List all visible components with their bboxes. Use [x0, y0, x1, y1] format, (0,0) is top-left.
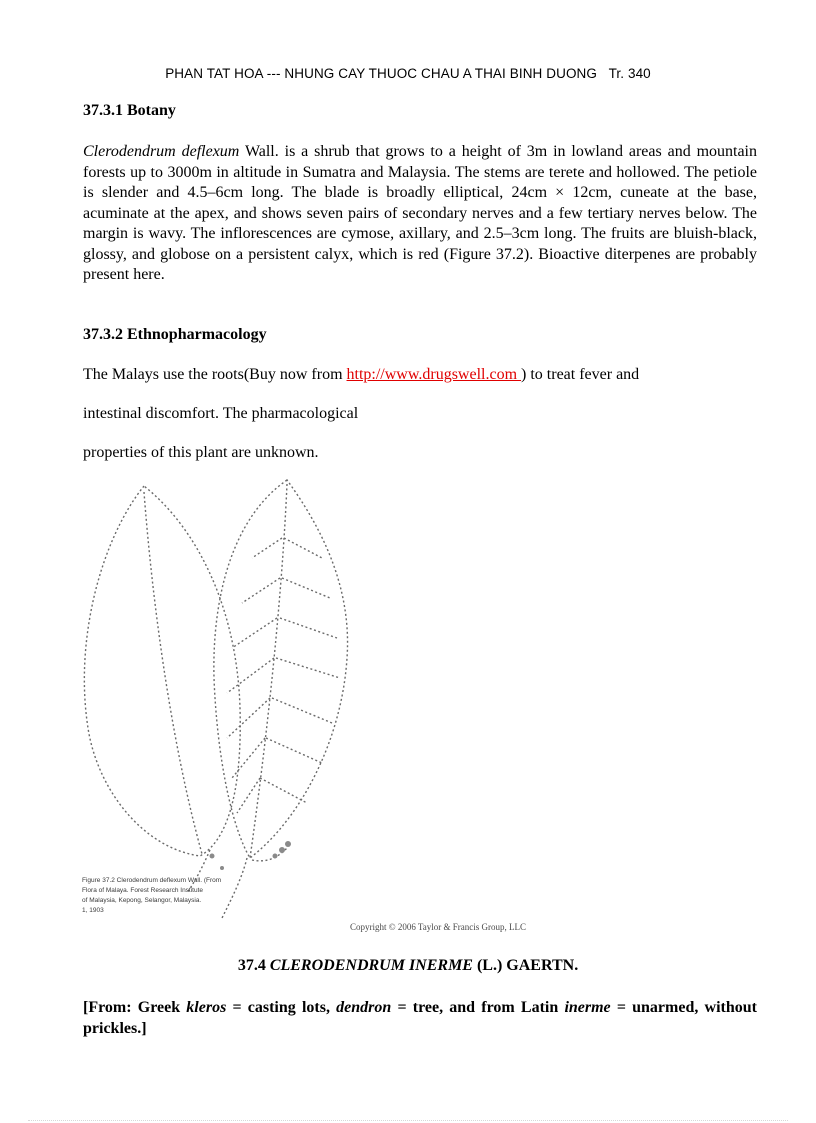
page-reference: Tr. 340	[608, 66, 651, 81]
leaf-illustration	[82, 478, 602, 940]
botany-text: Wall. is a shrub that grows to a height of 3m in lowland areas and mountain forests up to 3000m in altitude in Sumatra and Malaysia. The stems are terete and hollowed. The petiole is slender and 4.5–6cm long. The blade is broadly elliptical, 24cm × 12cm, cuneate at the base, acuminate at the apex, and shows seven pairs of secondary nerves and a few tertiary nerves below. The margin is wavy. The inflorescences are cymose, axillary, and 2.5–3cm long. The fruits are bluish-black, glossy, and globose on a persistent calyx, which is red (Figure 37.2). Bioactive diterpenes are probably present here.	[83, 143, 758, 283]
etymology-paragraph	[83, 997, 757, 1039]
etym-text: = tree, and from Latin	[391, 999, 565, 1016]
species-name-inerme: CLERODENDRUM INERME	[269, 957, 473, 974]
right-leaf-outline	[214, 480, 348, 858]
botany-heading: 37.3.1 Botany	[83, 102, 176, 119]
left-leaf-midrib	[144, 492, 202, 854]
etym-text: = unarmed, without prickles.]	[83, 999, 757, 1037]
caption-line: Flora of Malaya. Forest Research Institute	[82, 887, 204, 894]
left-leaf-outline	[84, 486, 240, 856]
caption-line: Figure 37.2 Clerodendrum deflexum Wall. (From	[82, 877, 222, 884]
etym-text: [From: Greek	[83, 999, 187, 1016]
ethno-line-1	[83, 366, 639, 384]
section-37-4-heading	[0, 957, 816, 975]
ethno-text-before-link: The Malays use the roots(Buy now from	[83, 366, 347, 383]
species-author: (L.) GAERTN.	[472, 957, 579, 974]
copyright-notice: Copyright © 2006 Taylor & Francis Group, LLC	[350, 922, 527, 932]
caption-line: of Malaysia, Kepong, Selangor, Malaysia.	[82, 897, 202, 904]
section-number: 37.4	[237, 957, 270, 974]
drugswell-link[interactable]: http://www.drugswell.com	[346, 366, 522, 383]
botany-paragraph	[83, 142, 757, 286]
figure-37-2	[82, 478, 602, 940]
page-bottom-divider	[28, 1120, 788, 1121]
ethno-line-3: properties of this plant are unknown.	[83, 444, 319, 461]
species-name: Clerodendrum deflexum	[83, 143, 240, 160]
ethnopharmacology-heading: 37.3.2 Ethnopharmacology	[83, 326, 267, 343]
page-header	[0, 66, 816, 81]
ethno-text-after-link: ) to treat fever and	[521, 366, 640, 383]
etym-word-dendron: dendron	[336, 999, 392, 1016]
etym-text: = casting lots,	[226, 999, 337, 1016]
figure-caption	[82, 876, 344, 916]
etym-word-inerme: inerme	[564, 999, 611, 1016]
ethno-line-2: intestinal discomfort. The pharmacological	[83, 405, 359, 422]
caption-line: 1, 1903	[82, 907, 104, 914]
etym-word-kleros: kleros	[186, 999, 227, 1016]
running-title: PHAN TAT HOA --- NHUNG CAY THUOC CHAU A THAI BINH DUONG	[165, 66, 597, 81]
